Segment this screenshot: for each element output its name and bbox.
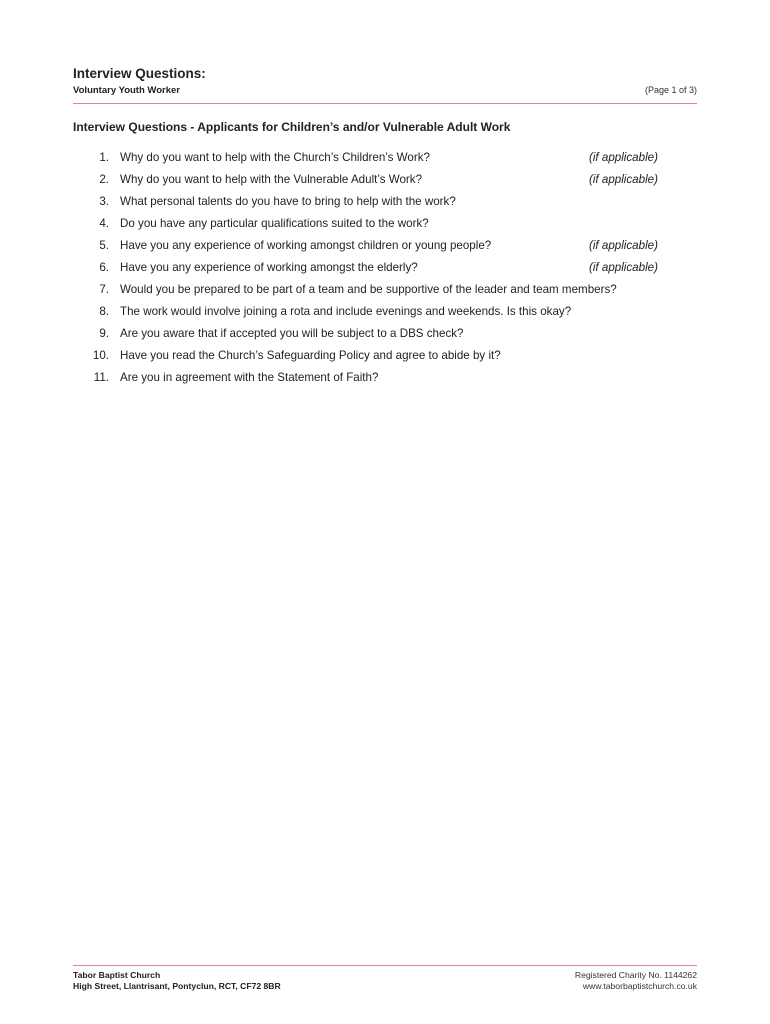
question-number: 1. — [99, 151, 109, 164]
question-number: 9. — [99, 327, 109, 340]
question-number: 7. — [99, 283, 109, 296]
question-item — [0, 235, 770, 257]
question-number: 5. — [99, 239, 109, 252]
question-item — [0, 257, 770, 279]
footer-org-name: Tabor Baptist Church — [73, 970, 161, 980]
question-text: Have you any experience of working amongst children or young people? — [120, 239, 492, 252]
question-text: Have you read the Church’s Safeguarding Policy and agree to abide by it? — [120, 349, 501, 362]
question-number: 8. — [99, 305, 109, 318]
question-text: Why do you want to help with the Vulnerable Adult’s Work? — [120, 173, 423, 186]
page-number: (Page 1 of 3) — [644, 85, 697, 95]
question-number: 4. — [99, 217, 109, 230]
footer-divider — [73, 965, 697, 966]
question-number: 6. — [99, 261, 109, 274]
question-item — [0, 191, 770, 213]
document-subtitle: Voluntary Youth Worker — [73, 85, 180, 96]
question-number: 10. — [92, 349, 109, 362]
question-text: Why do you want to help with the Church’s Children’s Work? — [120, 151, 430, 164]
footer-address: High Street, Llantrisant, Pontyclun, RCT, CF72 8BR — [73, 981, 281, 991]
question-list — [0, 147, 770, 389]
question-number: 11. — [93, 371, 109, 384]
question-text: Have you any experience of working amongst the elderly? — [120, 261, 418, 274]
question-item — [0, 279, 770, 301]
document-title: Interview Questions: — [73, 66, 206, 81]
footer-charity-number: Registered Charity No. 1144262 — [574, 970, 697, 980]
question-item — [0, 213, 770, 235]
question-text: Are you in agreement with the Statement of Faith? — [120, 371, 379, 384]
question-note: (if applicable) — [589, 173, 658, 186]
question-item — [0, 345, 770, 367]
question-text: The work would involve joining a rota and include evenings and weekends. Is this okay? — [120, 305, 572, 318]
question-item — [0, 367, 770, 389]
question-note: (if applicable) — [589, 151, 658, 164]
question-note: (if applicable) — [589, 261, 658, 274]
question-item — [0, 169, 770, 191]
question-number: 2. — [99, 173, 109, 186]
question-item — [0, 301, 770, 323]
question-text: Do you have any particular qualifications suited to the work? — [120, 217, 429, 230]
header-divider — [73, 103, 697, 104]
question-number: 3. — [99, 195, 109, 208]
question-item — [0, 323, 770, 345]
question-item — [0, 147, 770, 169]
question-text: What personal talents do you have to bring to help with the work? — [120, 195, 456, 208]
question-text: Are you aware that if accepted you will be subject to a DBS check? — [120, 327, 464, 340]
section-heading: Interview Questions - Applicants for Children’s and/or Vulnerable Adult Work — [73, 120, 511, 134]
question-note: (if applicable) — [589, 239, 658, 252]
question-text: Would you be prepared to be part of a team and be supportive of the leader and team members? — [120, 283, 617, 296]
footer-website-link[interactable]: www.taborbaptistchurch.co.uk — [582, 981, 697, 991]
